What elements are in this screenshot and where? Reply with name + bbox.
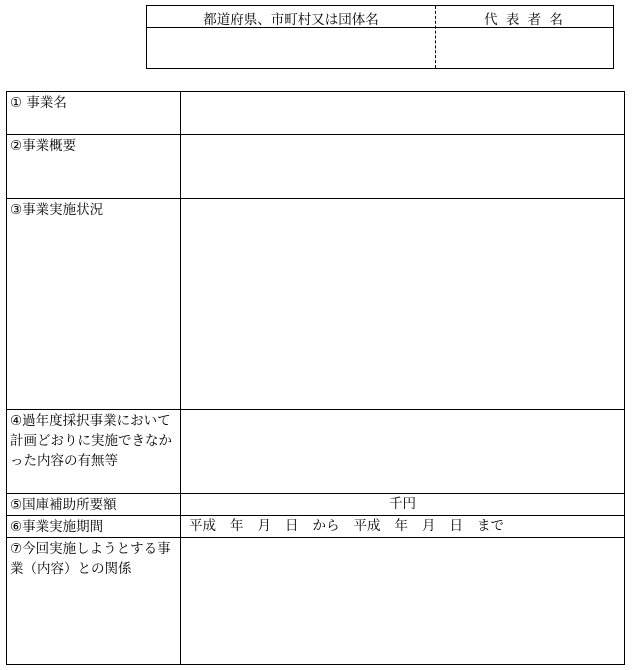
row-project-name	[7, 92, 624, 135]
row-label: ⑥事業実施期間	[10, 519, 104, 535]
period-token: 月	[422, 518, 436, 534]
period-token: 平成	[189, 518, 216, 534]
row-subsidy-amount	[7, 494, 624, 516]
project-form-table	[6, 91, 625, 665]
row-implementation-status	[7, 199, 624, 410]
period-token: 平成	[353, 518, 381, 534]
row-past-issues	[7, 410, 624, 494]
header-table	[146, 5, 614, 69]
row-implementation-period	[7, 516, 624, 538]
period-token: 年	[394, 518, 408, 534]
row-relationship	[7, 538, 624, 666]
period-token: 年	[230, 518, 244, 534]
row-label: ⑦今回実施しようとする事業（内容）との関係	[10, 541, 171, 577]
period-token: 日	[285, 518, 299, 534]
row-label: ① 事業名	[10, 95, 67, 111]
period-token: まで	[477, 518, 504, 534]
row-project-summary	[7, 135, 624, 199]
period-token: 日	[449, 518, 463, 534]
org-name-label: 都道府県、市町村又は団体名	[203, 12, 379, 28]
period-token: 月	[257, 518, 271, 534]
row-label: ②事業概要	[10, 138, 77, 154]
header-dashed-divider	[435, 6, 436, 68]
period-text	[181, 517, 624, 535]
header-divider	[147, 27, 613, 28]
row-label: ③事業実施状況	[10, 202, 104, 218]
row-label: ⑤国庫補助所要額	[10, 497, 117, 513]
row-label: ④過年度採択事業において計画どおりに実施できなかった内容の有無等	[10, 413, 172, 469]
representative-label: 代 表 者 名	[484, 12, 565, 28]
period-token: から	[312, 518, 340, 534]
subsidy-unit: 千円	[389, 496, 416, 512]
